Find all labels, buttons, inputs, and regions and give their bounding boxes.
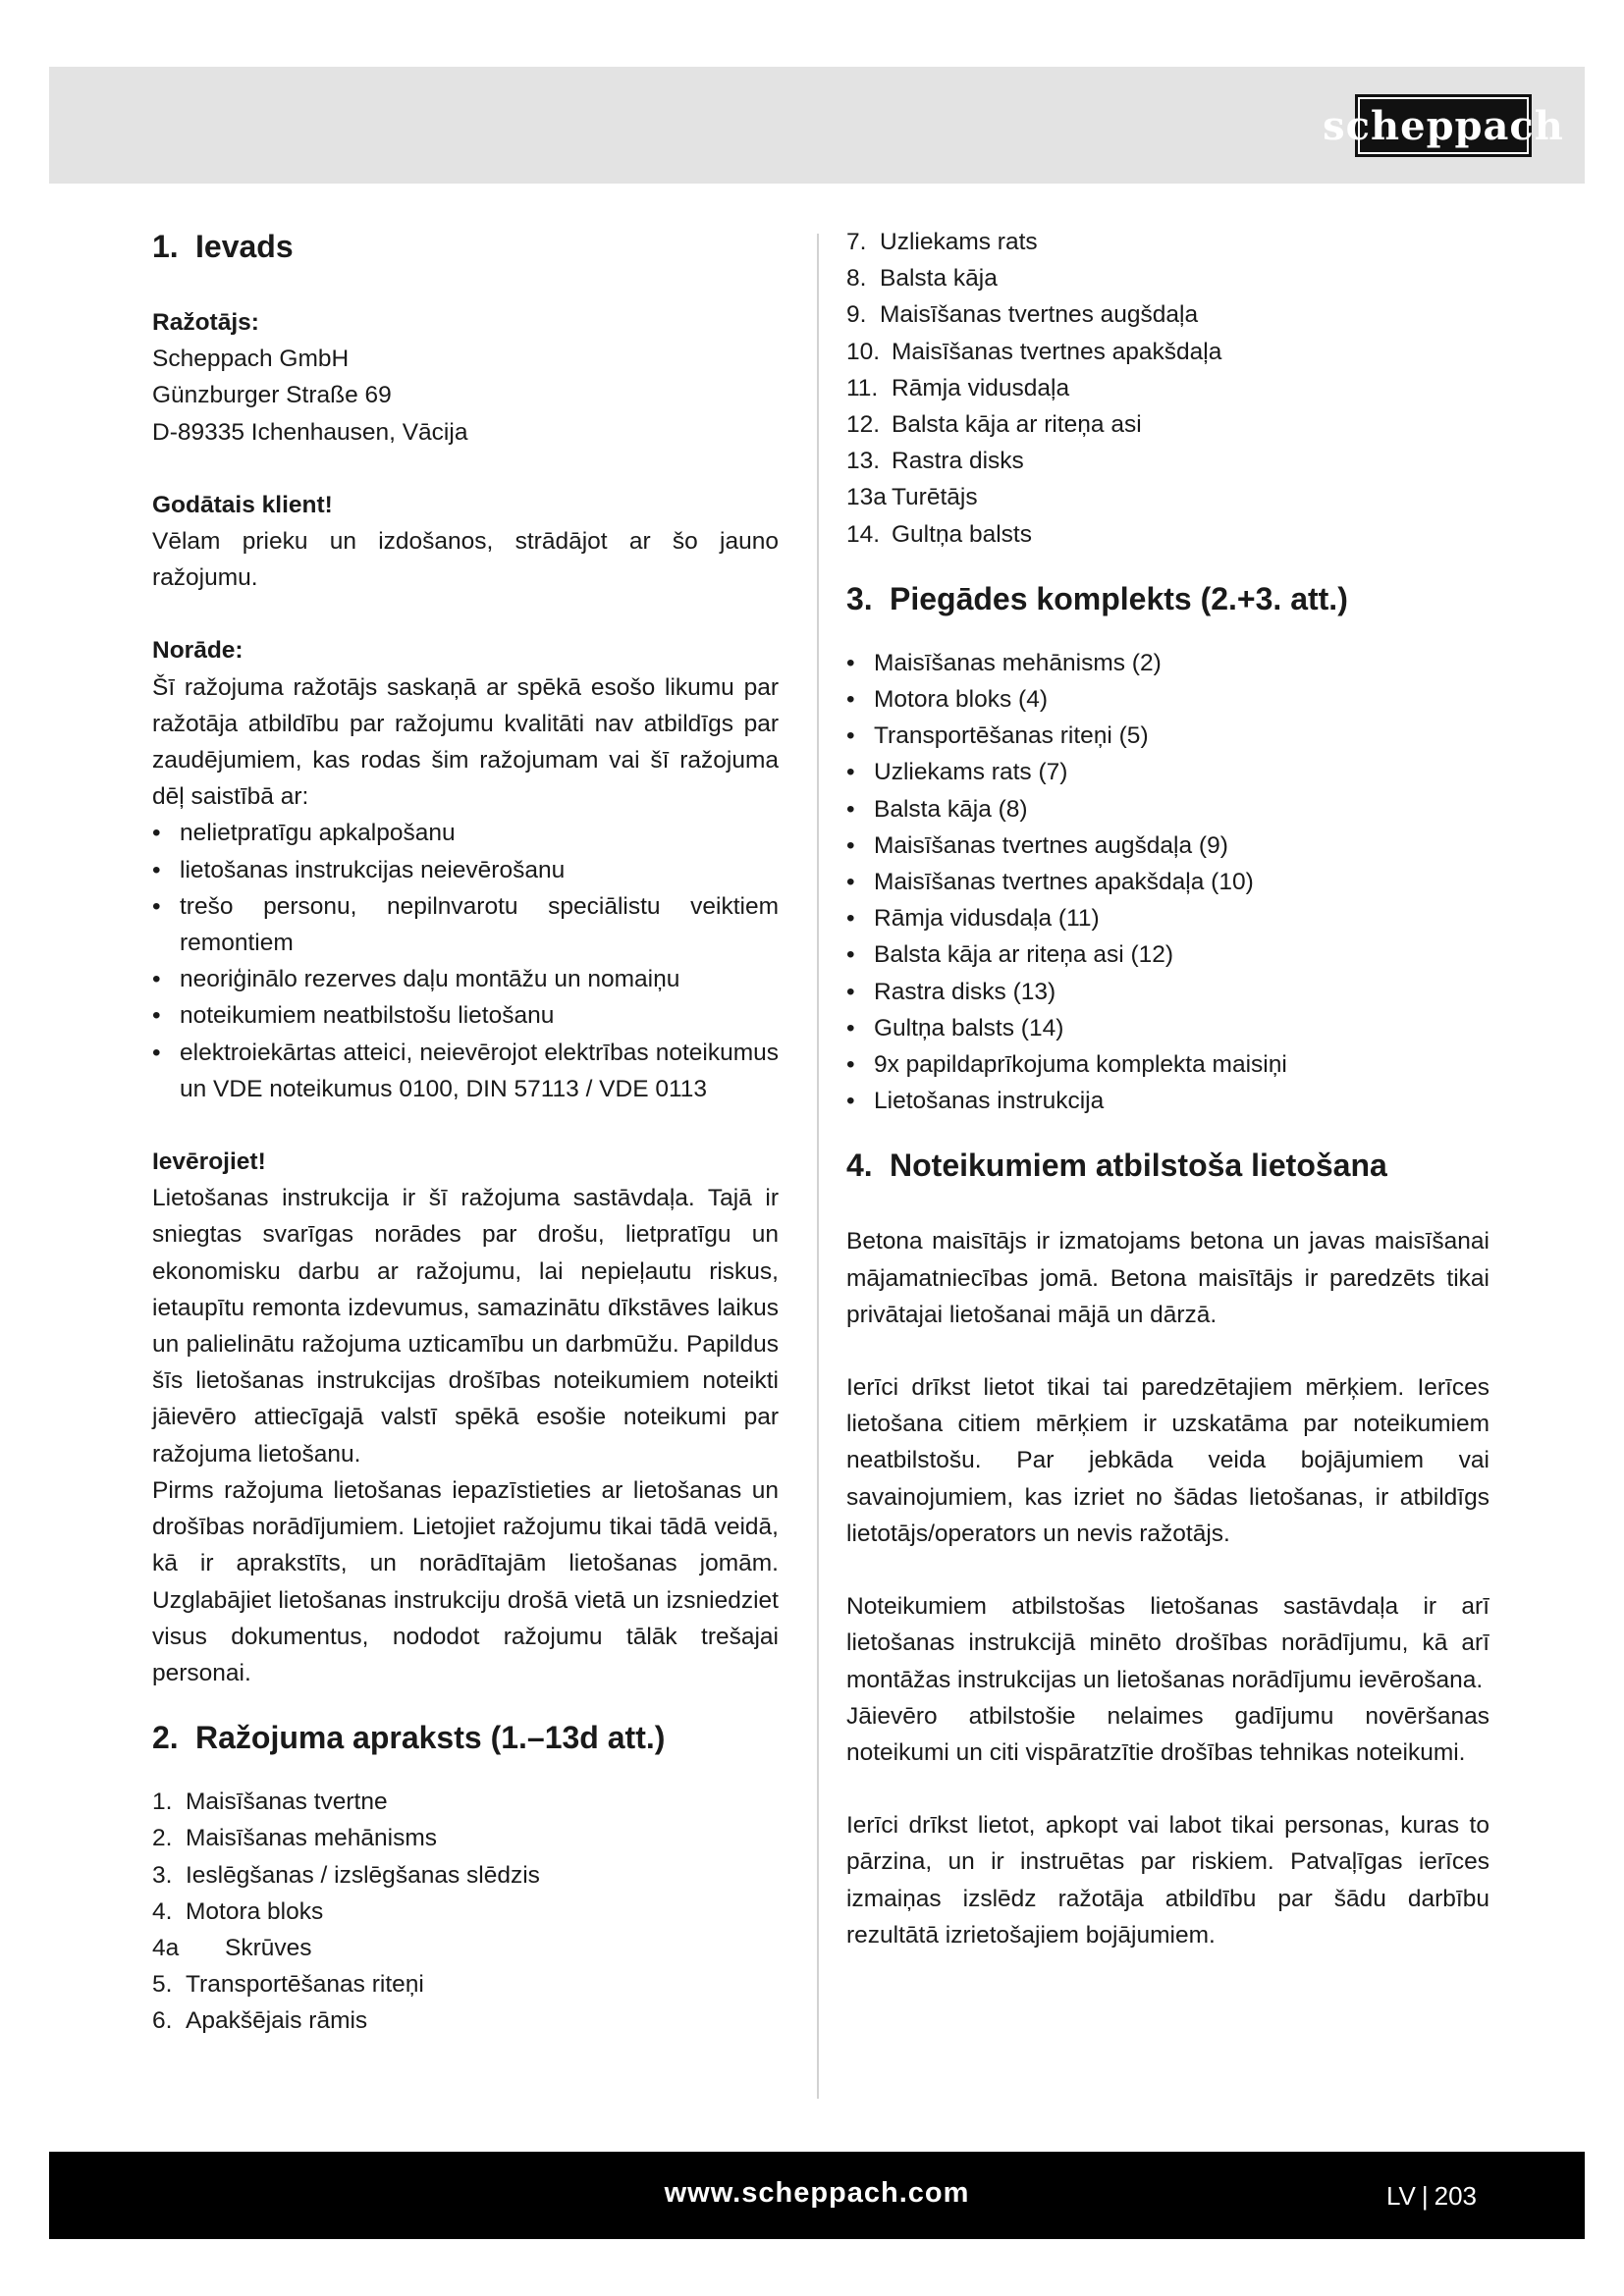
parts-list	[152, 1784, 779, 2039]
item-number: 2.	[152, 1825, 173, 1852]
item-number: 1.	[152, 1789, 173, 1816]
item-number: 6.	[152, 2007, 173, 2035]
item-text: Maisīšanas tvertne	[186, 1789, 388, 1816]
list-item	[846, 516, 1489, 553]
list-item: • Maisīšanas tvertnes augšdaļa (9)	[846, 828, 1489, 864]
list-item	[152, 1930, 779, 1966]
scheppach-logo: scheppach	[1355, 94, 1532, 157]
item-number: 14.	[846, 520, 881, 548]
usage-paragraph: Betona maisītājs ir izmatojams betona un javas maisīšanai mājamatniecības jomā. Betona maisītājs ir paredzēts tikai privātajai lietošanai mājā un dārzā.	[846, 1228, 1489, 1328]
list-item	[152, 1894, 779, 1930]
usage-paragraph: Jāievēro atbilstošie nelaimes gadījumu novēršanas noteikumi un citi vispāratzītie drošības tehnikas noteikumi.	[846, 1702, 1489, 1766]
section-3-number: 3.	[846, 580, 873, 616]
section-3-title: Piegādes komplekts (2.+3. att.)	[890, 580, 1348, 616]
list-item: • Gultņa balsts (14)	[846, 1010, 1489, 1046]
manufacturer-line: Günzburger Straße 69	[152, 382, 392, 409]
note-text: Šī ražojuma ražotājs saskaņā ar spēkā esošo likumu par ražotāja atbildību par ražojumu kvalitāti nav atbildīgs par zaudējumiem, kas rodas šim ražojumam vai šī ražojuma dēļ saistībā ar:	[152, 673, 779, 811]
section-2-number: 2.	[152, 1720, 179, 1756]
list-item	[152, 1966, 779, 2002]
section-4-title: Noteikumiem atbilstoša lietošana	[890, 1148, 1387, 1184]
note-label: Norāde:	[152, 637, 244, 665]
footer-band	[49, 2152, 1585, 2239]
list-item	[846, 406, 1489, 443]
list-item	[846, 479, 1489, 515]
section-1-heading	[152, 224, 779, 269]
item-number: 4a	[152, 1934, 180, 1961]
right-column	[846, 224, 1489, 1953]
list-item: • Transportēšanas riteņi (5)	[846, 718, 1489, 754]
item-number: 5.	[152, 1971, 173, 1999]
list-item: • Maisīšanas mehānisms (2)	[846, 645, 1489, 681]
list-item: • 9x papildaprīkojuma komplekta maisiņi	[846, 1046, 1489, 1083]
list-item	[846, 370, 1489, 406]
list-item: • nelietpratīgu apkalpošanu	[152, 815, 779, 851]
column-divider	[817, 234, 819, 2099]
list-item	[846, 260, 1489, 296]
section-4-heading	[846, 1143, 1489, 1188]
section-3-heading	[846, 576, 1489, 621]
item-text: Maisīšanas tvertnes apakšdaļa	[892, 338, 1222, 365]
attention-paragraph: Lietošanas instrukcija ir šī ražojuma sastāvdaļa. Tajā ir sniegtas svarīgas norādes par drošu, lietpratīgu un ekonomisku darbu ar ražojumu, lai nepieļautu riskus, ietaupītu remonta izdevumus, samazinātu dīkstāves laikus un palielinātu ražojuma uzticamību un darbmūžu. Papildus šīs lietošanas instrukcijas drošības noteikumiem noteikti jāievēro attiecīgajā valstī spēkā esošie noteikumi par ražojuma lietošanu.	[152, 1185, 779, 1468]
item-text: Ieslēgšanas / izslēgšanas slēdzis	[186, 1861, 540, 1889]
greeting-text: Vēlam prieku un izdošanos, strādājot ar šo jauno ražojumu.	[152, 528, 779, 592]
list-item	[152, 2002, 779, 2039]
list-item	[846, 443, 1489, 479]
list-item: • Balsta kāja (8)	[846, 791, 1489, 828]
list-item: • noteikumiem neatbilstošu lietošanu	[152, 997, 779, 1034]
list-item: • Balsta kāja ar riteņa asi (12)	[846, 936, 1489, 973]
list-item: • elektroiekārtas atteici, neievērojot elektrības noteikumus un VDE noteikumus 0100, DIN 57113 / VDE 0113	[152, 1035, 779, 1107]
item-number: 7.	[846, 229, 867, 255]
list-item	[846, 334, 1489, 370]
item-text: Turētājs	[892, 484, 978, 511]
item-text: Skrūves	[225, 1934, 312, 1961]
item-text: Transportēšanas riteņi	[186, 1971, 424, 1999]
usage-paragraph: Ierīci drīkst lietot, apkopt vai labot tikai personas, kuras to pārzina, un ir instruētas par riskiem. Patvaļīgas ierīces izmaiņas izslēdz ražotāja atbildību par šādu darbību rezultātā izrietošajiem bojājumiem.	[846, 1812, 1489, 1949]
item-text: Uzliekams rats	[880, 229, 1038, 255]
list-item: • Lietošanas instrukcija	[846, 1083, 1489, 1119]
item-number: 13.	[846, 448, 881, 475]
greeting-label: Godātais klient!	[152, 491, 333, 518]
page-number	[1386, 2181, 1477, 2212]
section-1-title: Ievads	[195, 229, 294, 264]
delivery-list	[846, 645, 1489, 1120]
manufacturer-label: Ražotājs:	[152, 309, 259, 336]
note-list	[152, 815, 779, 1107]
attention-paragraph: Pirms ražojuma lietošanas iepazīstieties ar lietošanas un drošības norādījumiem. Lietojiet ražojumu tikai tādā veidā, kā ir aprakstīts, un norādītajām lietošanas jomām. Uzglabājiet lietošanas instrukciju drošā vietā un izsniedziet visus dokumentus, nododot ražojumu tālāk trešajai personai.	[152, 1476, 779, 1686]
item-text: Maisīšanas mehānisms	[186, 1825, 437, 1852]
section-2-heading	[152, 1715, 779, 1760]
item-text: Balsta kāja	[880, 265, 998, 293]
section-2-title: Ražojuma apraksts (1.–13d att.)	[195, 1720, 666, 1756]
list-item	[152, 1820, 779, 1856]
item-number: 3.	[152, 1861, 173, 1889]
section-4-number: 4.	[846, 1148, 873, 1184]
list-item: • lietošanas instrukcijas neievērošanu	[152, 852, 779, 888]
item-number: 10.	[846, 338, 881, 365]
footer-website: www.scheppach.com	[664, 2177, 970, 2209]
item-number: 11.	[846, 374, 879, 401]
item-text: Apakšējais rāmis	[186, 2007, 368, 2035]
left-column	[152, 224, 779, 2040]
item-text: Rāmja vidusdaļa	[892, 374, 1070, 401]
list-item	[152, 1857, 779, 1894]
manufacturer-line: Scheppach GmbH	[152, 346, 350, 373]
attention-label: Ievērojiet!	[152, 1148, 266, 1176]
usage-paragraph: Noteikumiem atbilstošas lietošanas sastāvdaļa ir arī lietošanas instrukcijā minēto drošības norādījumu, kā arī montāžas instrukcijas un lietošanas norādījumu ievērošana.	[846, 1593, 1489, 1693]
list-item: • Uzliekams rats (7)	[846, 754, 1489, 790]
item-text: Motora bloks	[186, 1897, 324, 1925]
list-item	[152, 1784, 779, 1820]
parts-list-continued	[846, 224, 1489, 553]
item-number: 9.	[846, 301, 867, 329]
item-number: 12.	[846, 411, 881, 439]
list-item	[846, 296, 1489, 333]
manufacturer-line: D-89335 Ichenhausen, Vācija	[152, 418, 468, 446]
item-text: Maisīšanas tvertnes augšdaļa	[880, 301, 1199, 329]
list-item: • Maisīšanas tvertnes apakšdaļa (10)	[846, 864, 1489, 900]
list-item: • Motora bloks (4)	[846, 681, 1489, 718]
item-number: 13a	[846, 484, 887, 511]
page-number-value: 203	[1434, 2181, 1477, 2211]
list-item: • neoriģinālo rezerves daļu montāžu un nomaiņu	[152, 961, 779, 997]
list-item	[846, 224, 1489, 260]
language-code: LV	[1385, 2181, 1416, 2211]
list-item: • trešo personu, nepilnvarotu speciālistu veiktiem remontiem	[152, 888, 779, 961]
item-number: 8.	[846, 265, 867, 293]
item-text: Gultņa balsts	[892, 520, 1032, 548]
item-text: Balsta kāja ar riteņa asi	[892, 411, 1142, 439]
section-1-number: 1.	[152, 229, 179, 264]
page-separator: |	[1421, 2181, 1429, 2211]
list-item: • Rāmja vidusdaļa (11)	[846, 900, 1489, 936]
item-text: Rastra disks	[892, 448, 1024, 475]
list-item: • Rastra disks (13)	[846, 974, 1489, 1010]
usage-paragraph: Ierīci drīkst lietot tikai tai paredzētajiem mērķiem. Ierīces lietošana citiem mērķiem ir uzskatāma par noteikumiem neatbilstošu. Par jebkāda veida bojājumiem vai savainojumiem, kas izriet no šādas lietošanas, ir atbildīgs lietotājs/operators un nevis ražotājs.	[846, 1374, 1489, 1547]
item-number: 4.	[152, 1897, 173, 1925]
